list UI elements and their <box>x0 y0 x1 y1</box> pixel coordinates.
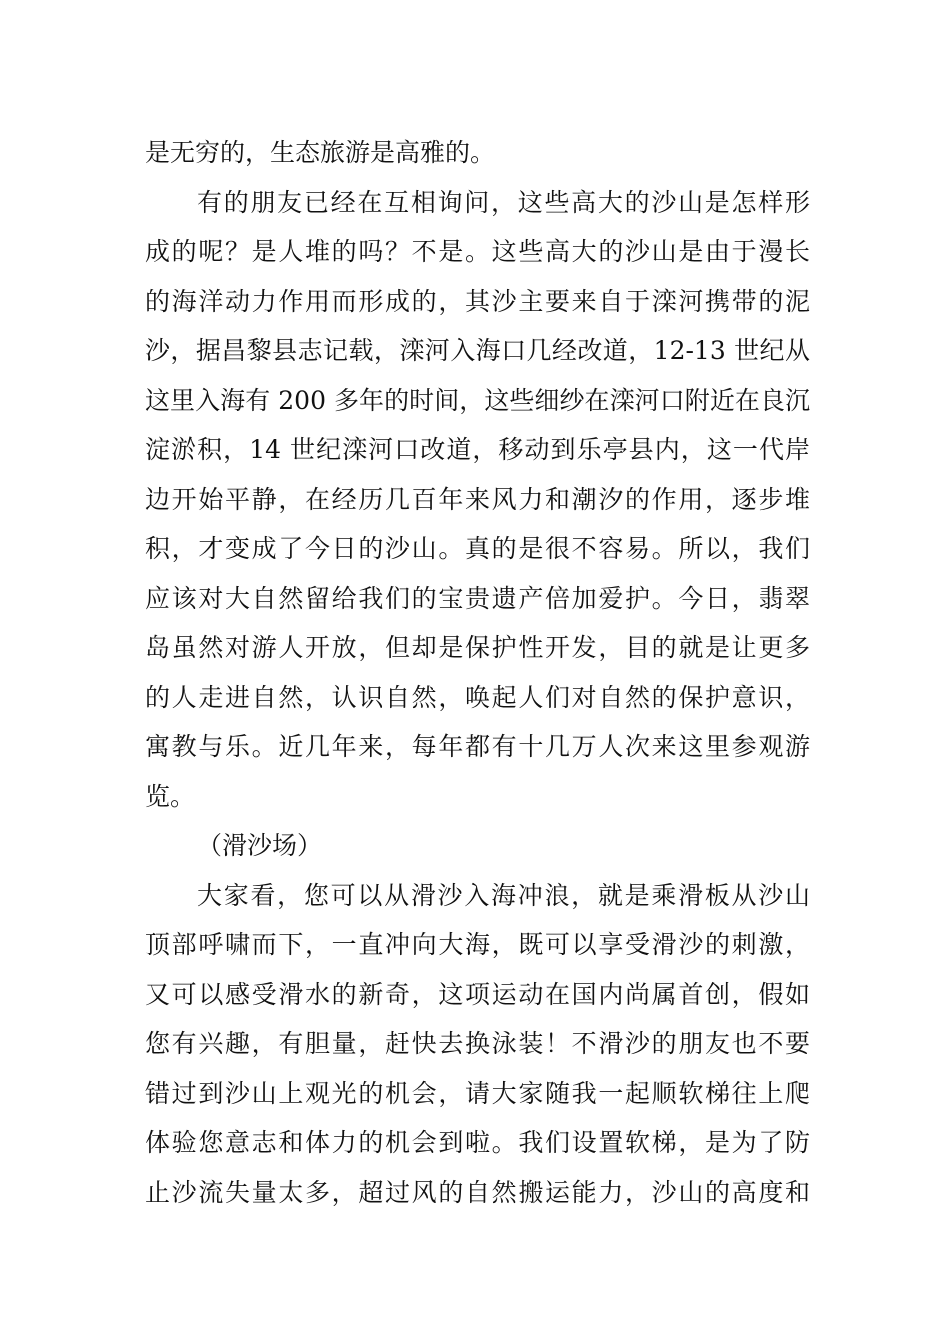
text-line: 成的呢？是人堆的吗？不是。这些高大的沙山是由于漫长 <box>145 237 810 266</box>
text-line: 淀淤积，14 世纪滦河口改道，移动到乐亭县内，这一代岸 <box>145 435 810 464</box>
text-line: 边开始平静，在经历几百年来风力和潮汐的作用，逐步堆 <box>145 484 810 514</box>
text-line: 有的朋友已经在互相询问，这些高大的沙山是怎样形 <box>197 187 810 217</box>
text-line: 是无穷的，生态旅游是高雅的。 <box>145 138 496 167</box>
text-line: 这里入海有 200 多年的时间，这些细纱在滦河口附近在良沉 <box>145 385 810 415</box>
text-line: 顶部呼啸而下，一直冲向大海，既可以享受滑沙的刺激， <box>145 930 810 959</box>
text-line: 的海洋动力作用而形成的，其沙主要来自于滦河携带的泥 <box>145 286 810 316</box>
section-heading: （滑沙场） <box>197 831 323 860</box>
text-line: 积，才变成了今日的沙山。真的是很不容易。所以，我们 <box>145 534 810 563</box>
text-line: 又可以感受滑水的新奇，这项运动在国内尚属首创，假如 <box>145 979 810 1009</box>
text-line: 的人走进自然，认识自然，唤起人们对自然的保护意识， <box>145 682 810 712</box>
document-page <box>145 128 810 1217</box>
text-line: 体验您意志和体力的机会到啦。我们设置软梯，是为了防 <box>145 1128 810 1157</box>
text-line: 寓教与乐。近几年来，每年都有十几万人次来这里参观游 <box>145 732 810 761</box>
text-line: 应该对大自然留给我们的宝贵遗产倍加爱护。今日，翡翠 <box>145 583 810 613</box>
text-line: 沙，据昌黎县志记载，滦河入海口几经改道，12-13 世纪从 <box>145 336 810 365</box>
text-line: 止沙流失量太多，超过风的自然搬运能力，沙山的高度和 <box>145 1177 810 1207</box>
text-line: 错过到沙山上观光的机会，请大家随我一起顺软梯往上爬 <box>145 1078 810 1108</box>
text-line: 您有兴趣，有胆量，赶快去换泳装！不滑沙的朋友也不要 <box>145 1029 810 1058</box>
text-line: 大家看，您可以从滑沙入海冲浪，就是乘滑板从沙山 <box>197 880 810 910</box>
text-line: 览。 <box>145 781 196 811</box>
text-line: 岛虽然对游人开放，但却是保护性开发，目的就是让更多 <box>145 633 810 662</box>
